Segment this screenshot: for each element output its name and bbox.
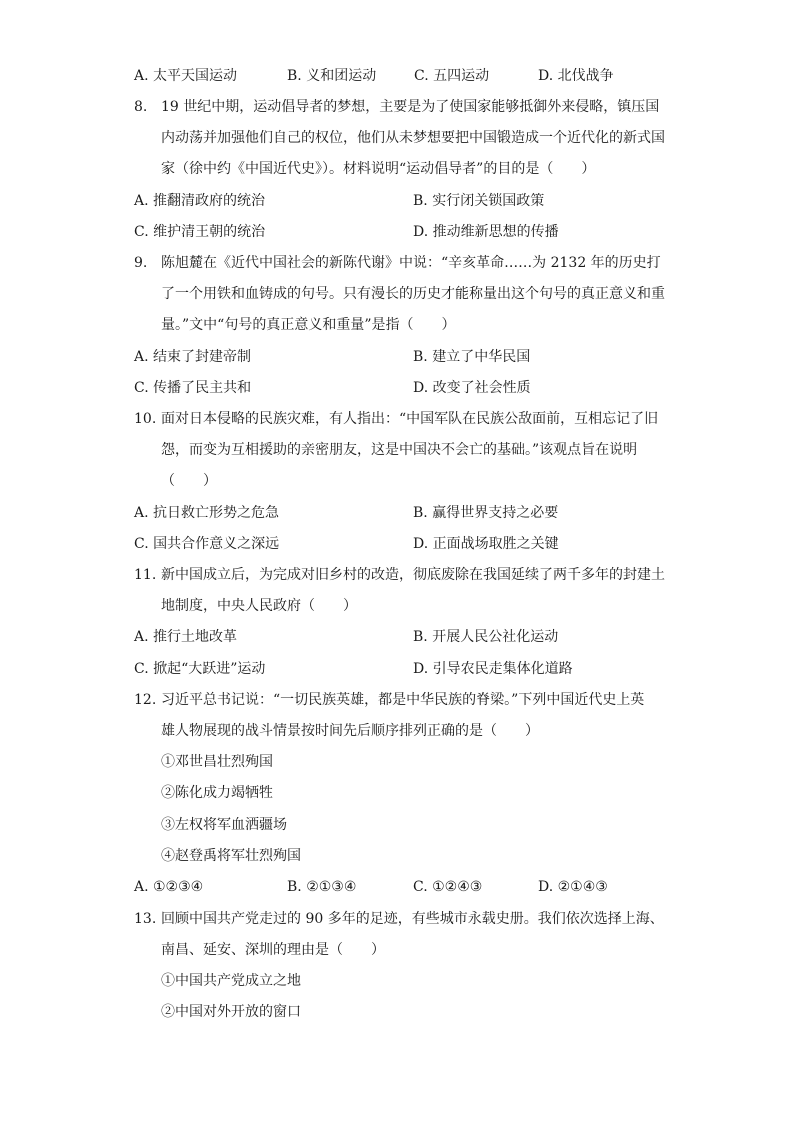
q8-line-1: 19 世纪中期，运动倡导者的梦想，主要是为了使国家能够抵御外来侵略，镇压国 [161, 99, 660, 115]
q8-option-c: C. 维护清王朝的统治 [134, 224, 266, 240]
q10-options-row-2 [134, 534, 674, 554]
q8-line-2: 内动荡并加强他们自己的权位，他们从未梦想要把中国锻造成一个近代化的新式国 [161, 130, 665, 146]
q8-option-a: A. 推翻清政府的统治 [134, 193, 266, 209]
q13-line-1: 回顾中国共产党走过的 90 多年的足迹，有些城市永载史册。我们依次选择上海、 [161, 911, 664, 927]
q12-option-d: D. ②①④③ [538, 879, 608, 895]
q7-options [134, 66, 674, 86]
q8-options-row-2 [134, 222, 674, 242]
q12-line-1: 习近平总书记说：“一切民族英雄，都是中华民族的脊梁。”下列中国近代史上英 [161, 692, 645, 708]
q13-item-2: ②中国对外开放的窗口 [161, 1004, 301, 1020]
q7-option-b: B. 义和团运动 [287, 68, 377, 84]
q10-line-3: （ ） [161, 473, 217, 489]
q12-item-2: ②陈化成力竭牺牲 [161, 785, 273, 801]
q9-line-2: 了一个用铁和血铸成的句号。只有漫长的历史才能称量出这个句号的真正意义和重 [161, 286, 665, 302]
q11-options-row-1 [134, 627, 674, 647]
q7-option-a: A. 太平天国运动 [134, 68, 238, 84]
q13-number: 13. [134, 911, 157, 927]
q8-number: 8. [134, 99, 148, 115]
q11-line-1: 新中国成立后，为完成对旧乡村的改造，彻底废除在我国延续了两千多年的封建土 [161, 567, 665, 583]
q12-options [134, 877, 674, 897]
q13-line-2: 南昌、延安、深圳的理由是（ ） [161, 942, 385, 958]
q11-option-a: A. 推行土地改革 [134, 629, 238, 645]
q10-option-a: A. 抗日救亡形势之危急 [134, 505, 280, 521]
q10-options-row-1 [134, 503, 674, 523]
q9-options-row-2 [134, 378, 674, 398]
q12-item-3: ③左权将军血洒疆场 [161, 817, 287, 833]
q11-option-b: B. 开展人民公社化运动 [413, 629, 559, 645]
q11-option-d: D. 引导农民走集体化道路 [413, 661, 573, 677]
q9-number: 9. [134, 255, 148, 271]
q11-options-row-2 [134, 659, 674, 679]
q12-option-b: B. ②①③④ [287, 879, 357, 895]
q8-option-d: D. 推动维新思想的传播 [413, 224, 559, 240]
q12-line-2: 雄人物展现的战斗情景按时间先后顺序排列正确的是（ ） [161, 723, 539, 739]
q12-option-a: A. ①②③④ [134, 879, 204, 895]
q8-line-3: 家（徐中约《中国近代史》）。材料说明“运动倡导者”的目的是（ ） [161, 161, 596, 177]
q9-line-1: 陈旭麓在《近代中国社会的新陈代谢》中说：“辛亥革命……为 2132 年的历史打 [161, 255, 661, 271]
q12-option-c: C. ①②④③ [413, 879, 483, 895]
q12-item-1: ①邓世昌壮烈殉国 [161, 754, 273, 770]
q9-option-c: C. 传播了民主共和 [134, 380, 252, 396]
q10-number: 10. [134, 411, 157, 427]
q11-number: 11. [134, 567, 157, 583]
q10-option-b: B. 赢得世界支持之必要 [413, 505, 559, 521]
q9-line-3: 量。”文中“句号的真正意义和重量”是指（ ） [161, 317, 456, 333]
q7-option-d: D. 北伐战争 [538, 68, 614, 84]
q12-item-4: ④赵登禹将军壮烈殉国 [161, 848, 301, 864]
q11-option-c: C. 掀起“大跃进”运动 [134, 661, 266, 677]
q8-options-row-1 [134, 191, 674, 211]
q12-number: 12. [134, 692, 157, 708]
q9-options-row-1 [134, 347, 674, 367]
q8-option-b: B. 实行闭关锁国政策 [413, 193, 545, 209]
q7-option-c: C. 五四运动 [414, 68, 490, 84]
q10-option-c: C. 国共合作意义之深远 [134, 536, 280, 552]
q11-line-2: 地制度，中央人民政府（ ） [161, 598, 357, 614]
q9-option-b: B. 建立了中华民国 [413, 349, 531, 365]
q10-option-d: D. 正面战场取胜之关键 [413, 536, 559, 552]
q13-item-1: ①中国共产党成立之地 [161, 973, 301, 989]
q9-option-d: D. 改变了社会性质 [413, 380, 531, 396]
q10-line-1: 面对日本侵略的民族灾难，有人指出：“中国军队在民族公敌面前，互相忘记了旧 [161, 411, 659, 427]
q10-line-2: 怨，而变为互相援助的亲密朋友，这是中国决不会亡的基础。”该观点旨在说明 [161, 442, 638, 458]
q9-option-a: A. 结束了封建帝制 [134, 349, 252, 365]
